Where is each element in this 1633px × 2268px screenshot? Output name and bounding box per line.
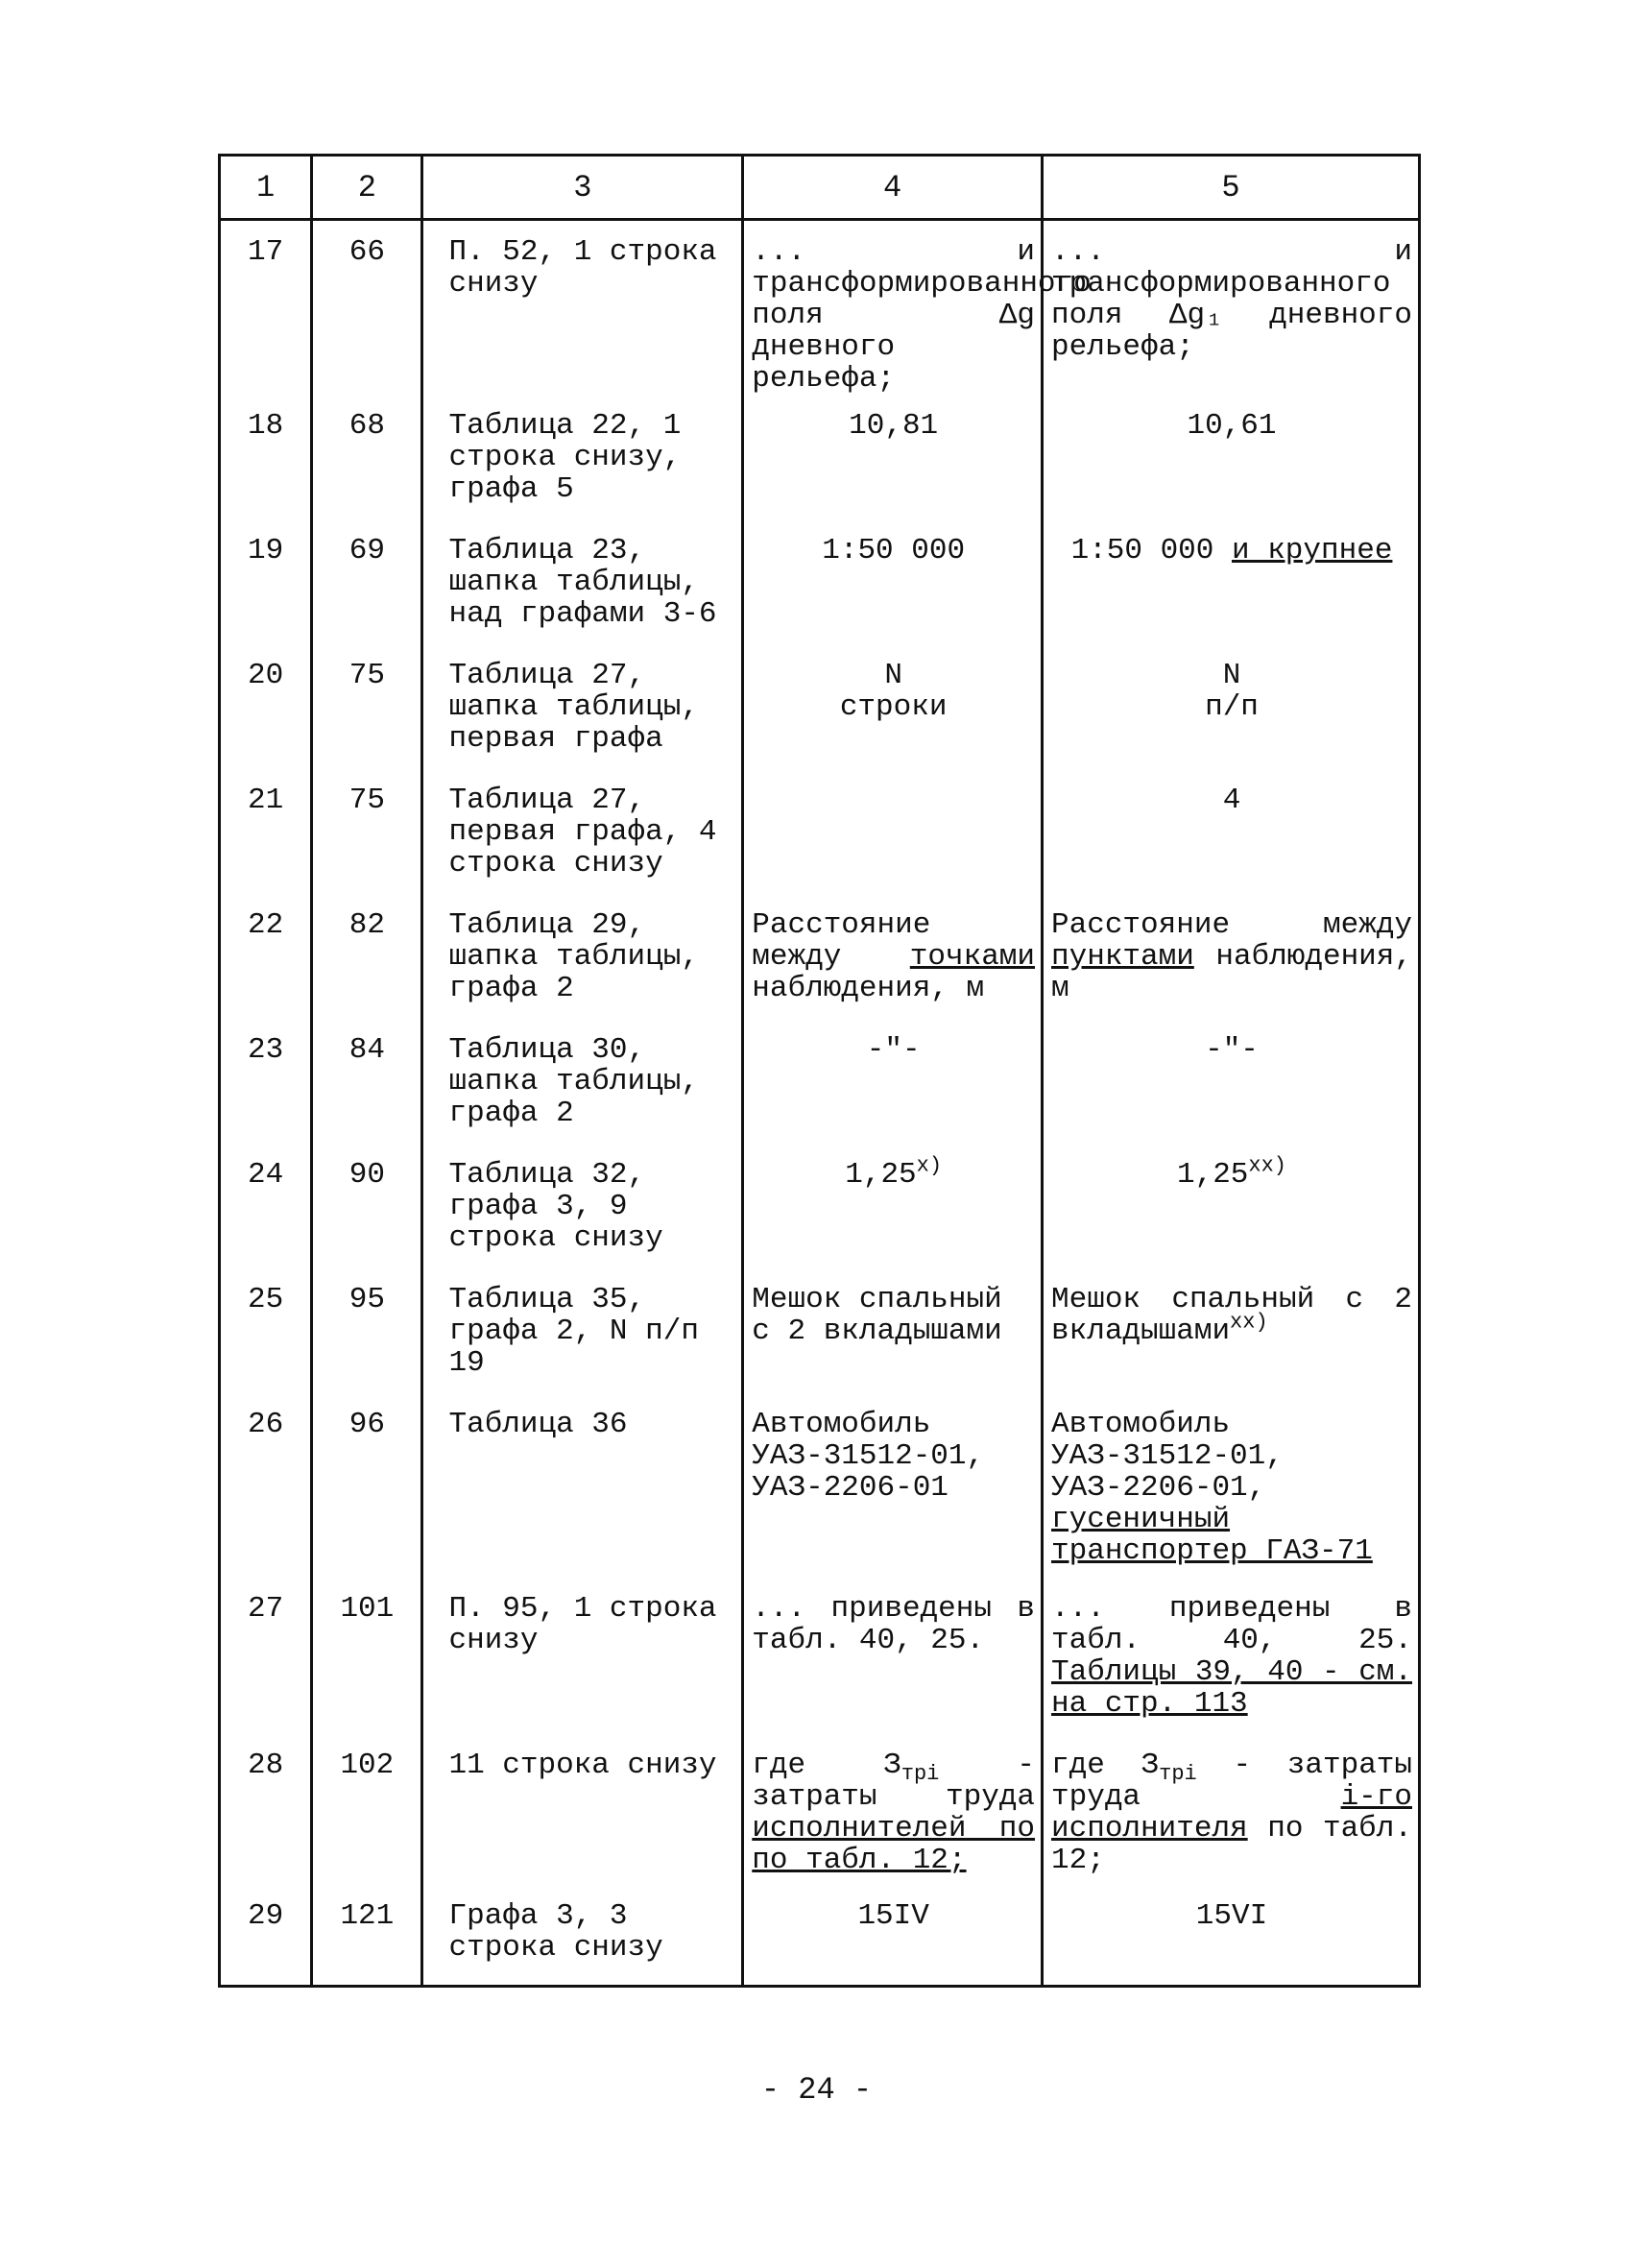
location-cell: Таблица 29, шапка таблицы, графа 2 xyxy=(422,894,743,1019)
errata-table xyxy=(218,154,1421,1988)
text: 1,25 xyxy=(845,1158,917,1192)
table-row xyxy=(220,519,1420,644)
corrected-text-cell: 4 xyxy=(1043,769,1420,894)
footnote-mark: x) xyxy=(916,1153,943,1178)
text: где З xyxy=(1051,1749,1160,1782)
corrected-text-cell xyxy=(1043,1144,1420,1268)
text: наблюдения, м xyxy=(752,972,985,1005)
location-cell: Таблица 35, графа 2, N п/п 19 xyxy=(422,1268,743,1393)
row-number: 23 xyxy=(220,1019,312,1144)
location-cell: П. 52, 1 строка снизу xyxy=(422,220,743,396)
corrected-text-cell: -"- xyxy=(1043,1019,1420,1144)
corrected-text-cell xyxy=(1043,1393,1420,1578)
location-cell: Таблица 23, шапка таблицы, над графами 3-6 xyxy=(422,519,743,644)
corrected-text-cell xyxy=(1043,1268,1420,1393)
table-row xyxy=(220,1734,1420,1885)
table-row xyxy=(220,1578,1420,1734)
text: п/п xyxy=(1205,690,1259,724)
page-number-cell: 121 xyxy=(312,1885,422,1986)
corrected-text-cell xyxy=(1043,519,1420,644)
table-row xyxy=(220,1144,1420,1268)
printed-text-cell: 1:50 000 xyxy=(743,519,1043,644)
page-number-cell: 96 xyxy=(312,1393,422,1578)
text: N xyxy=(884,659,902,692)
location-cell: 11 строка снизу xyxy=(422,1734,743,1885)
printed-text-cell xyxy=(743,1734,1043,1885)
text: - затраты труда xyxy=(752,1749,1036,1814)
inserted-text: Таблицы 39, 40 - см. на стр. 113 xyxy=(1051,1655,1412,1721)
table-row xyxy=(220,644,1420,769)
page-number-cell: 69 xyxy=(312,519,422,644)
text: Автомобиль УАЗ-31512-01, УАЗ-2206-01, xyxy=(1051,1408,1284,1505)
row-number: 20 xyxy=(220,644,312,769)
printed-text-cell: Автомобиль УАЗ-31512-01, УАЗ-2206-01 xyxy=(743,1393,1043,1578)
row-number: 22 xyxy=(220,894,312,1019)
corrected-text-cell xyxy=(1043,1734,1420,1885)
location-cell: Таблица 27, шапка таблицы, первая графа xyxy=(422,644,743,769)
text: строки xyxy=(839,690,948,724)
table-row xyxy=(220,1885,1420,1986)
table-row xyxy=(220,1393,1420,1578)
location-cell: Таблица 32, графа 3, 9 строка снизу xyxy=(422,1144,743,1268)
corrected-text-cell xyxy=(1043,1578,1420,1734)
text: Мешок спальный с 2 вкладышами xyxy=(1051,1283,1412,1348)
corrected-text-cell: 10,61 xyxy=(1043,395,1420,519)
page-number-cell: 102 xyxy=(312,1734,422,1885)
page-number-cell: 90 xyxy=(312,1144,422,1268)
printed-text-cell xyxy=(743,894,1043,1019)
table-row xyxy=(220,220,1420,396)
underlined-text: точками xyxy=(909,940,1036,974)
row-number: 25 xyxy=(220,1268,312,1393)
text: ... приведены в табл. 40, 25. xyxy=(1051,1592,1412,1657)
page-number-cell: 66 xyxy=(312,220,422,396)
corrected-text-cell xyxy=(1043,894,1420,1019)
page-number-cell: 84 xyxy=(312,1019,422,1144)
inserted-text: и крупнее xyxy=(1232,534,1393,567)
footnote-mark: xx) xyxy=(1248,1153,1287,1178)
printed-text-cell: ... приведены в табл. 40, 25. xyxy=(743,1578,1043,1734)
inserted-text: i-го исполнителя xyxy=(1051,1780,1412,1846)
table-row xyxy=(220,1268,1420,1393)
row-number: 19 xyxy=(220,519,312,644)
page-number-cell: 75 xyxy=(312,769,422,894)
printed-text-cell xyxy=(743,1144,1043,1268)
column-header: 3 xyxy=(422,156,743,220)
row-number: 26 xyxy=(220,1393,312,1578)
row-number: 17 xyxy=(220,220,312,396)
row-number: 21 xyxy=(220,769,312,894)
row-number: 29 xyxy=(220,1885,312,1986)
printed-text-cell: 10,81 xyxy=(743,395,1043,519)
location-cell: Графа 3, 3 строка снизу xyxy=(422,1885,743,1986)
column-header: 4 xyxy=(743,156,1043,220)
inserted-text: пунктами xyxy=(1051,940,1194,974)
underlined-text: по по табл. 12; xyxy=(752,1812,1036,1877)
row-number: 27 xyxy=(220,1578,312,1734)
printed-text-cell: Мешок спальный с 2 вкладышами xyxy=(743,1268,1043,1393)
underlined-text: исполнителей xyxy=(752,1812,967,1846)
page-number-cell: 75 xyxy=(312,644,422,769)
corrected-text-cell: ... и трансформированного поля Δg₁ дневного рельефа; xyxy=(1043,220,1420,396)
footnote-mark: xx) xyxy=(1230,1310,1268,1335)
printed-text-cell: 15IV xyxy=(743,1885,1043,1986)
text: Расстояние между xyxy=(1051,908,1412,942)
row-number: 18 xyxy=(220,395,312,519)
corrected-text-cell: 15VI xyxy=(1043,1885,1420,1986)
table-header-row xyxy=(220,156,1420,220)
location-cell: Таблица 27, первая графа, 4 строка снизу xyxy=(422,769,743,894)
corrected-text-cell xyxy=(1043,644,1420,769)
text: где З xyxy=(752,1749,901,1782)
subscript: трi xyxy=(1159,1762,1197,1787)
row-number: 24 xyxy=(220,1144,312,1268)
printed-text-cell: ... и трансформированного поля Δg дневного рельефа; xyxy=(743,220,1043,396)
text: N xyxy=(1222,659,1241,692)
text: - затраты труда xyxy=(1051,1749,1412,1814)
row-number: 28 xyxy=(220,1734,312,1885)
page-number-cell: 101 xyxy=(312,1578,422,1734)
location-cell: П. 95, 1 строка снизу xyxy=(422,1578,743,1734)
location-cell: Таблица 36 xyxy=(422,1393,743,1578)
subscript: трi xyxy=(901,1762,940,1787)
column-header: 1 xyxy=(220,156,312,220)
printed-text-cell xyxy=(743,644,1043,769)
text: Расстояние между xyxy=(752,908,931,974)
text: 1,25 xyxy=(1176,1158,1249,1192)
page-number-cell: 82 xyxy=(312,894,422,1019)
printed-text-cell: -"- xyxy=(743,1019,1043,1144)
page-number-cell: 95 xyxy=(312,1268,422,1393)
text: по табл. 12; xyxy=(1051,1812,1412,1877)
inserted-text: гусеничный транспортер ГАЗ-71 xyxy=(1051,1503,1373,1568)
location-cell: Таблица 30, шапка таблицы, графа 2 xyxy=(422,1019,743,1144)
page-number-cell: 68 xyxy=(312,395,422,519)
column-header: 2 xyxy=(312,156,422,220)
text: наблюдения, м xyxy=(1051,940,1412,1005)
table-row xyxy=(220,769,1420,894)
table-row xyxy=(220,894,1420,1019)
printed-text-cell xyxy=(743,769,1043,894)
text: 1:50 000 xyxy=(1070,534,1232,567)
table-row xyxy=(220,395,1420,519)
column-header: 5 xyxy=(1043,156,1420,220)
location-cell: Таблица 22, 1 строка снизу, графа 5 xyxy=(422,395,743,519)
page-number: - 24 - xyxy=(760,2072,873,2108)
table-row xyxy=(220,1019,1420,1144)
